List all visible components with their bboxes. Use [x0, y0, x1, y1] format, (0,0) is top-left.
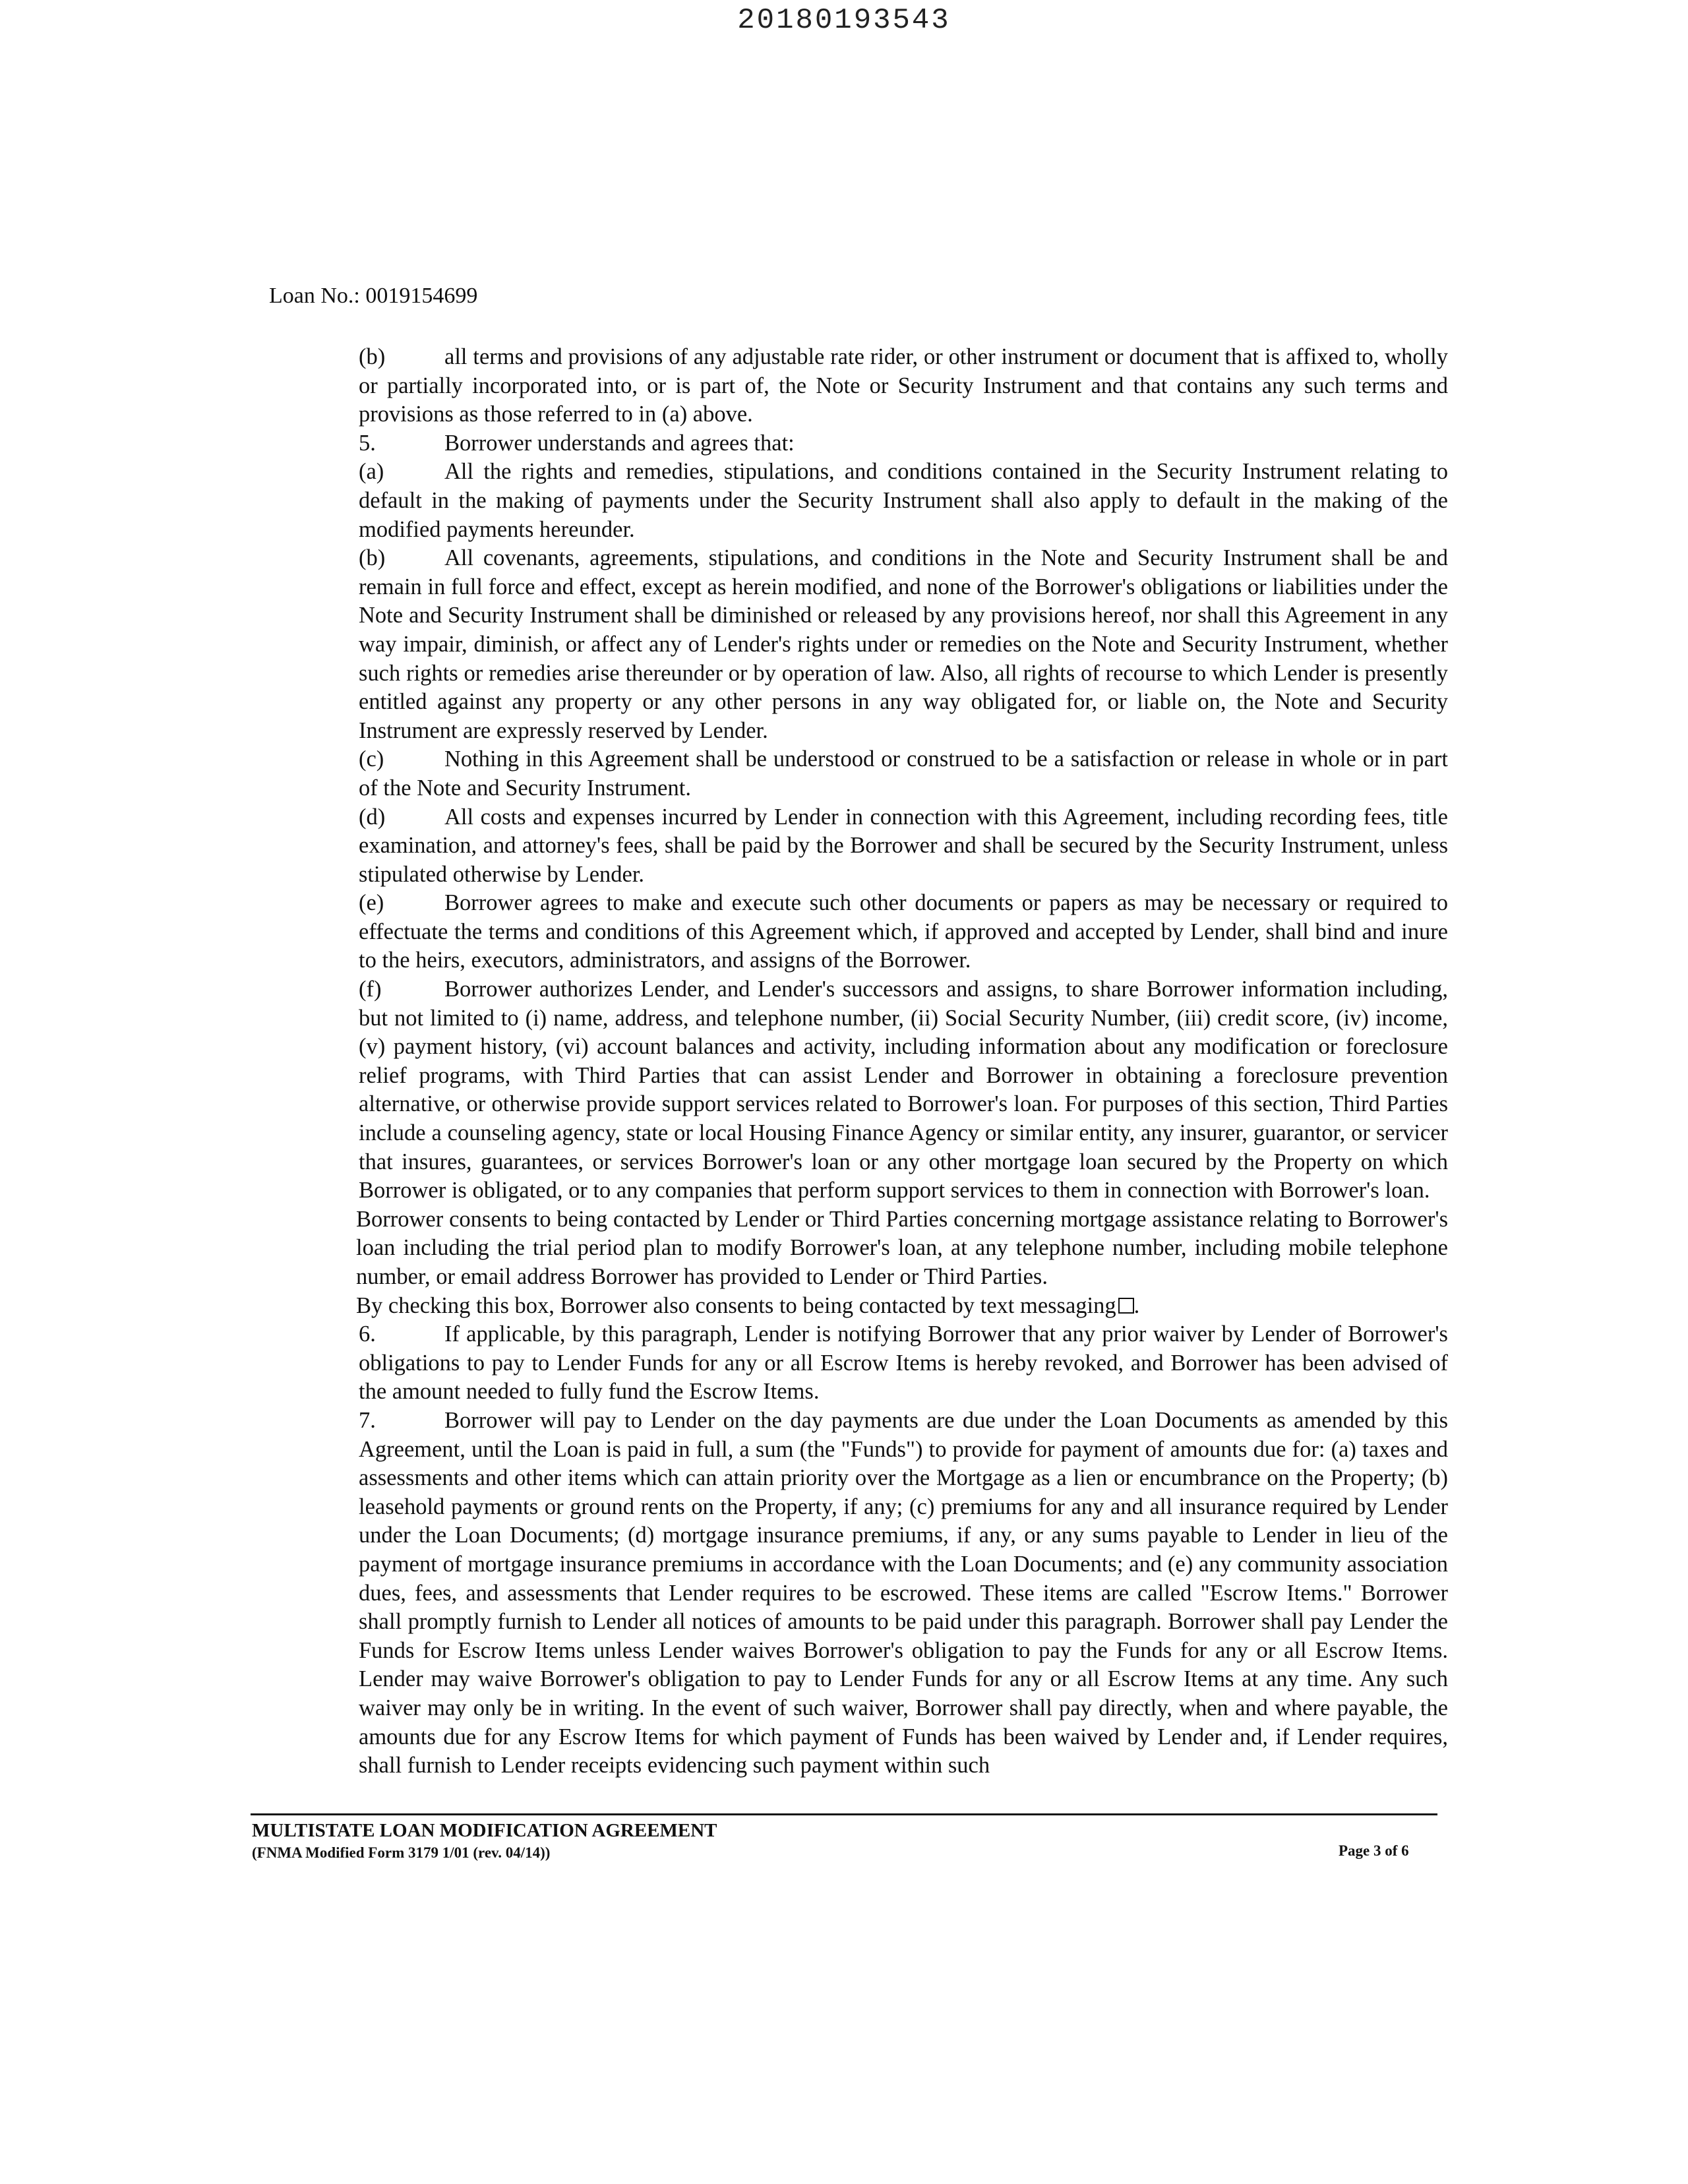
paragraph-5c [261, 745, 1448, 803]
paragraph-lead: (b) [359, 545, 386, 571]
consent-paragraph: Borrower consents to being contacted by Lender or Third Parties concerning mortgage assistance relating to Borrower's loan including the trial period plan to modify Borrower's loan, at any telephone number, including mobile telephone number, or email address Borrower has provided to Lender or Third Parties. [356, 1206, 1448, 1289]
paragraph-5e [261, 889, 1448, 975]
paragraph-text: Borrower authorizes Lender, and Lender's successors and assigns, to share Borrower information including, but not limited to (i) name, address, and telephone number, (ii) Social Security Number, (iii) credit score, (iv) income, (v) payment history, (vi) account balances and activity, including information about any modification or foreclosure relief programs, with Third Parties that can assist Lender and Borrower in obtaining a foreclosure prevention alternative, or otherwise provide support services related to Borrower's loan. For purposes of this section, Third Parties include a counseling agency, state or local Housing Finance Agency or similar entity, any insurer, guarantor, or servicer that insures, guarantees, or services Borrower's loan or any other mortgage loan secured by the Property on which Borrower is obligated, or to any companies that perform support services to them in connection with Borrower's loan. [359, 977, 1448, 1203]
footer-divider [251, 1813, 1437, 1815]
paragraph-5a [261, 458, 1448, 544]
footer-form-info [252, 1820, 717, 1864]
text-messaging-checkbox[interactable] [1118, 1298, 1134, 1314]
paragraph-lead: (b) [359, 344, 386, 369]
paragraph-text: Nothing in this Agreement shall be understood or construed to be a satisfaction or release in whole or in part of the Note and Security Instrument. [359, 746, 1448, 801]
footer-title: MULTISTATE LOAN MODIFICATION AGREEMENT [252, 1820, 717, 1841]
paragraph-lead: (e) [359, 890, 384, 916]
paragraph-5b [261, 544, 1448, 745]
text-messaging-consent: By checking this box, Borrower also consents to being contacted by text messaging . [356, 1292, 1140, 1318]
paragraph-text: Borrower understands and agrees that: [444, 430, 795, 456]
paragraph-lead: 6. [359, 1321, 376, 1347]
paragraph-text: All the rights and remedies, stipulations, and conditions contained in the Security Instrument relating to default in the making of payments under the Security Instrument shall also apply to default in the making of the modified payments hereunder. [359, 459, 1448, 542]
loan-number: Loan No.: 0019154699 [269, 284, 478, 308]
paragraph-text: Borrower agrees to make and execute such other documents or papers as may be necessary or required to effectuate the terms and conditions of this Agreement which, if approved and accepted by Lender, shall bind and inure to the heirs, executors, administrators, and assigns of the Borrower. [359, 890, 1448, 973]
paragraph-5d [261, 803, 1448, 890]
paragraph-5f [261, 975, 1448, 1205]
paragraph-5 [261, 429, 1448, 458]
paragraph-text: Borrower will pay to Lender on the day payments are due under the Loan Documents as amended by this Agreement, until the Loan is paid in full, a sum (the "Funds") to provide for payment of amounts due for: (a) taxes and assessments and other items which can attain priority over the Mortgage as a lien or encumbrance on the Property; (b) leasehold payments or ground rents on the Property, if any; (c) premiums for any and all insurance required by Lender under the Loan Documents; (d) mortgage insurance premiums, if any, or any sums payable to Lender in lieu of the payment of mortgage insurance premiums in accordance with the Loan Documents; and (e) any community association dues, fees, and assessments that Lender requires to be escrowed. These items are called "Escrow Items." Borrower shall promptly furnish to Lender all notices of amounts to be paid under this paragraph. Borrower shall pay Lender the Funds for Escrow Items unless Lender waives Borrower's obligation to pay the Funds for any or all Escrow Items. Lender may waive Borrower's obligation to pay to Lender Funds for any or all Escrow Items at any time. Any such waiver may only be in writing. In the event of such waiver, Borrower shall pay directly, when and where payable, the amounts due for any Escrow Items for which payment of Funds has been waived by Lender and, if Lender requires, shall furnish to Lender receipts evidencing such payment within such [359, 1407, 1448, 1778]
paragraph-6 [261, 1320, 1448, 1407]
paragraph-text: If applicable, by this paragraph, Lender is notifying Borrower that any prior waiver by Lender of Borrower's obligations to pay to Lender Funds for any or all Escrow Items is hereby revoked, and Borrower has been advised of the amount needed to fully fund the Escrow Items. [359, 1321, 1448, 1405]
paragraph-lead: (f) [359, 977, 382, 1002]
paragraph-lead: (c) [359, 746, 384, 772]
page-number: Page 3 of 6 [1339, 1842, 1409, 1859]
footer-form-number: (FNMA Modified Form 3179 1/01 (rev. 04/14)) [252, 1844, 551, 1861]
paragraph-lead: (d) [359, 804, 386, 830]
paragraph-text: All covenants, agreements, stipulations, and conditions in the Note and Security Instrument shall be and remain in full force and effect, except as herein modified, and none of the Borrower's obligations or liabilities under the Note and Security Instrument shall be diminished or released by any provisions hereof, nor shall this Agreement in any way impair, diminish, or affect any of Lender's rights under or remedies on the Note and Security Instrument, whether such rights or remedies arise thereunder or by operation of law. Also, all rights of recourse to which Lender is presently entitled against any property or any other persons in any way obligated for, or liable on, the Note and Security Instrument are expressly reserved by Lender. [359, 545, 1448, 743]
agreement-body [261, 343, 1448, 1780]
checkbox-label: By checking this box, Borrower also consents to being contacted by text messaging [356, 1292, 1116, 1318]
paragraph-text: All costs and expenses incurred by Lender in connection with this Agreement, including recording fees, title examination, and attorney's fees, shall be paid by the Borrower and shall be secured by the Security Instrument, unless stipulated otherwise by Lender. [359, 804, 1448, 887]
paragraph-4b [261, 343, 1448, 429]
paragraph-text: all terms and provisions of any adjustable rate rider, or other instrument or document that is affixed to, wholly or partially incorporated into, or is part of, the Note or Security Instrument and that contains any such terms and provisions as those referred to in (a) above. [359, 344, 1448, 427]
paragraph-7 [261, 1407, 1448, 1780]
document-number: 20180193543 [737, 4, 951, 37]
paragraph-lead: 5. [359, 430, 376, 456]
paragraph-lead: (a) [359, 459, 384, 485]
paragraph-lead: 7. [359, 1407, 376, 1433]
